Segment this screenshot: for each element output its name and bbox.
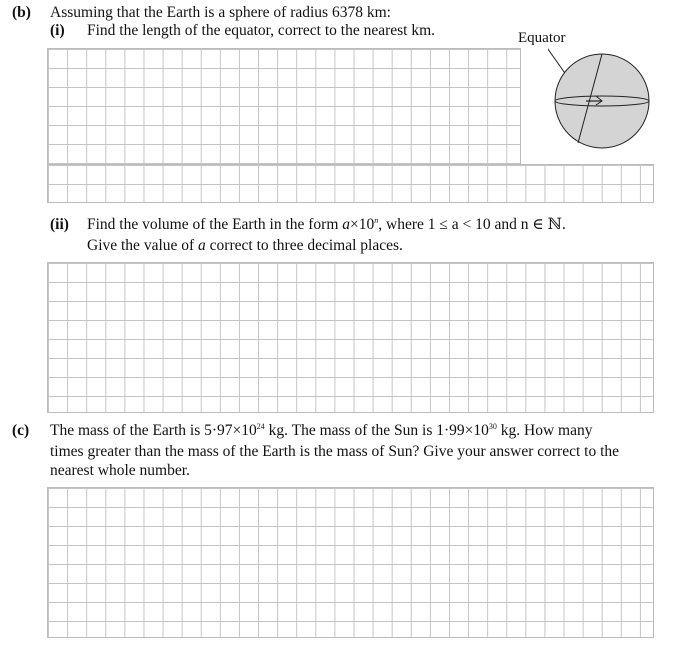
answer-grid-b-ii[interactable] [47, 262, 654, 413]
part-b-ii-question: Find the volume of the Earth in the form $a\times 10^n$, where 1 ≤ a < 10 and n ∈ ℕ. [87, 216, 566, 233]
part-b-ii-line2: Give the value of a correct to three decimal places. [87, 237, 403, 254]
part-b-i-question: Find the length of the equator, correct to the nearest km. [87, 22, 436, 39]
equator-caption: Equator [518, 30, 566, 46]
answer-grid-b-i-lower[interactable] [47, 164, 654, 203]
answer-grid-c[interactable] [47, 487, 654, 638]
part-b-i-label: (i) [50, 22, 65, 39]
part-c-line2: times greater than the mass of the Earth is the mass of Sun? Give your answer correct to the [50, 443, 620, 460]
part-b-ii-label: (ii) [50, 216, 69, 233]
answer-grid-b-i-upper[interactable] [47, 48, 521, 166]
part-b-label: (b) [12, 4, 31, 21]
part-b-intro: Assuming that the Earth is a sphere of radius 6378 km: [50, 4, 391, 21]
part-c-label: (c) [12, 422, 30, 439]
part-c-line1: The mass of the Earth is $5\cdot 97\times 10^{24}$ kg. The mass of the Sun is $1\cdot 99\times 10^{30}$ kg. How many [50, 422, 593, 439]
earth-sphere-diagram [548, 45, 656, 153]
part-c-line3: nearest whole number. [50, 462, 190, 479]
